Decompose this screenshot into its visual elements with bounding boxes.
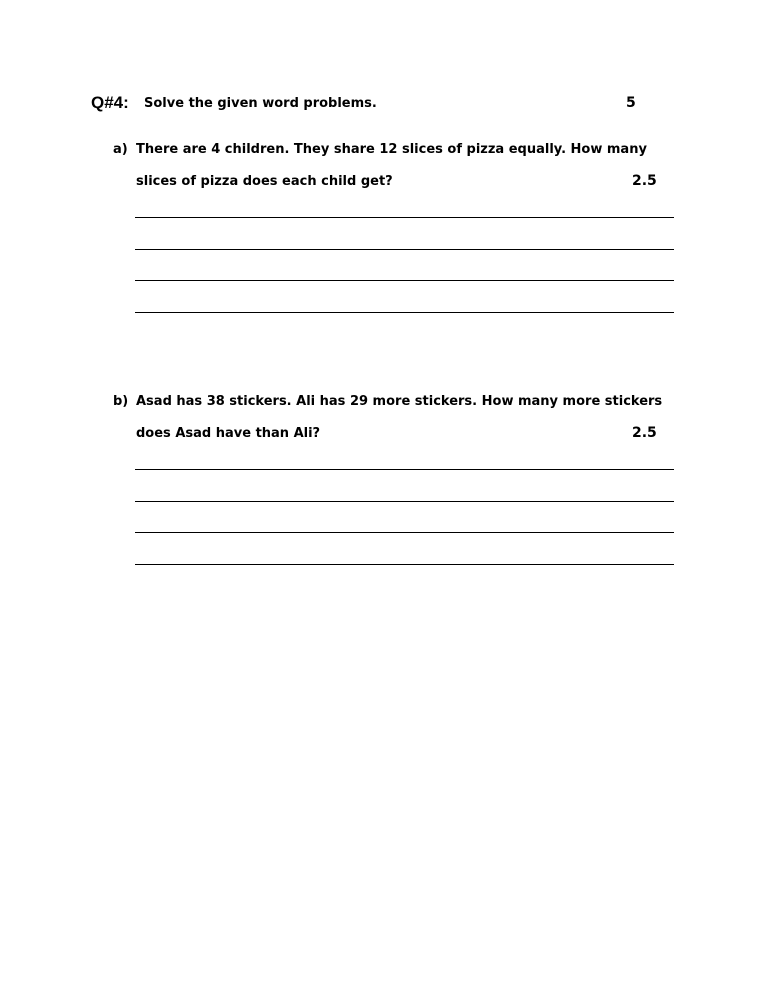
part-a-answer-line-4[interactable] bbox=[135, 312, 674, 313]
part-a-label: a) bbox=[113, 142, 128, 157]
part-b-answer-line-2[interactable] bbox=[135, 501, 674, 502]
part-a-answer-line-1[interactable] bbox=[135, 217, 674, 218]
question-instruction: Solve the given word problems. bbox=[144, 96, 377, 111]
part-b-marks: 2.5 bbox=[632, 425, 657, 441]
part-b-label: b) bbox=[113, 394, 129, 409]
part-a-question-line-1: There are 4 children. They share 12 slices of pizza equally. How many bbox=[136, 142, 647, 157]
part-b-question-line-2: does Asad have than Ali? bbox=[136, 426, 321, 441]
part-a-marks: 2.5 bbox=[632, 173, 657, 189]
part-b-answer-line-3[interactable] bbox=[135, 532, 674, 533]
part-a-answer-line-2[interactable] bbox=[135, 249, 674, 250]
part-b-answer-line-4[interactable] bbox=[135, 564, 674, 565]
part-b-question-line-1: Asad has 38 stickers. Ali has 29 more stickers. How many more stickers bbox=[136, 394, 663, 409]
question-total-marks: 5 bbox=[626, 95, 636, 111]
part-a-question-line-2: slices of pizza does each child get? bbox=[136, 174, 393, 189]
question-number: Q#4: bbox=[91, 93, 129, 112]
part-a-answer-line-3[interactable] bbox=[135, 280, 674, 281]
part-b-answer-line-1[interactable] bbox=[135, 469, 674, 470]
